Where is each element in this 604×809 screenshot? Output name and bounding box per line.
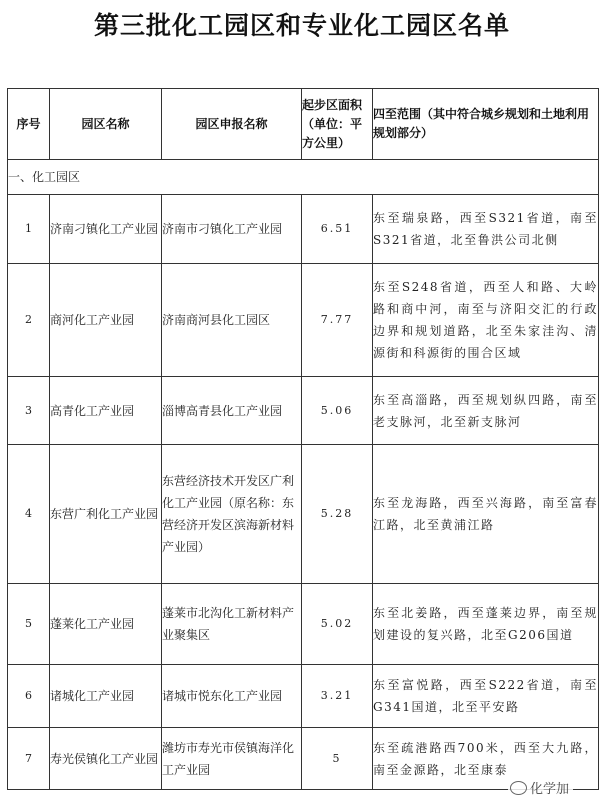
cell-no: 7 (8, 728, 50, 790)
cell-name: 高青化工产业园 (50, 377, 162, 445)
section-label: 一、化工园区 (8, 160, 599, 195)
cell-area: 5.06 (302, 377, 373, 445)
cell-apply-name: 淄博高青县化工产业园 (162, 377, 302, 445)
cell-no: 6 (8, 665, 50, 728)
wechat-icon (510, 781, 527, 795)
table-row (8, 264, 599, 377)
cell-name: 寿光侯镇化工产业园 (50, 728, 162, 790)
header-boundary: 四至范围（其中符合城乡规划和土地利用规划部分） (373, 89, 599, 160)
cell-no: 1 (8, 195, 50, 264)
cell-apply-name: 济南市刁镇化工产业园 (162, 195, 302, 264)
header-apply-name: 园区申报名称 (162, 89, 302, 160)
cell-apply-name: 潍坊市寿光市侯镇海洋化工产业园 (162, 728, 302, 790)
table-row (8, 377, 599, 445)
cell-no: 4 (8, 445, 50, 584)
cell-area: 6.51 (302, 195, 373, 264)
header-row (8, 89, 599, 160)
cell-name: 东营广利化工产业园 (50, 445, 162, 584)
watermark-text: 化学加 (530, 782, 570, 797)
cell-area: 3.21 (302, 665, 373, 728)
cell-boundary: 东至富悦路，西至S222省道，南至G341国道，北至平安路 (373, 665, 599, 728)
cell-boundary: 东至高淄路，西至规划纵四路，南至老支脉河，北至新支脉河 (373, 377, 599, 445)
cell-boundary: 东至S248省道，西至人和路、大岭路和商中河，南至与济阳交汇的行政边界和规划道路，北至朱家洼沟、清源街和科源街的围合区域 (373, 264, 599, 377)
table-row (8, 195, 599, 264)
cell-apply-name: 济南商河县化工园区 (162, 264, 302, 377)
watermark (508, 776, 573, 799)
cell-area: 5 (302, 728, 373, 790)
cell-name: 济南刁镇化工产业园 (50, 195, 162, 264)
cell-area: 5.02 (302, 584, 373, 665)
cell-name: 蓬莱化工产业园 (50, 584, 162, 665)
cell-apply-name: 诸城市悦东化工产业园 (162, 665, 302, 728)
park-table (7, 88, 599, 790)
cell-boundary: 东至北姜路，西至蓬莱边界，南至规划建设的复兴路，北至G206国道 (373, 584, 599, 665)
cell-name: 诸城化工产业园 (50, 665, 162, 728)
header-no: 序号 (8, 89, 50, 160)
cell-apply-name: 蓬莱市北沟化工新材料产业聚集区 (162, 584, 302, 665)
header-area: 起步区面积（单位：平方公里） (302, 89, 373, 160)
page-title: 第三批化工园区和专业化工园区名单 (93, 11, 510, 40)
cell-apply-name: 东营经济技术开发区广利化工产业园（原名称：东营经济开发区滨海新材料产业园） (162, 445, 302, 584)
header-name: 园区名称 (50, 89, 162, 160)
cell-area: 5.28 (302, 445, 373, 584)
cell-no: 5 (8, 584, 50, 665)
cell-boundary: 东至疏港路西700米，西至大九路，南至金源路，北至康泰 (373, 728, 599, 790)
cell-name: 商河化工产业园 (50, 264, 162, 377)
cell-boundary: 东至龙海路，西至兴海路，南至富春江路，北至黄浦江路 (373, 445, 599, 584)
table-row (8, 665, 599, 728)
cell-boundary: 东至瑞泉路，西至S321省道，南至S321省道，北至鲁洪公司北侧 (373, 195, 599, 264)
table-row (8, 445, 599, 584)
cell-no: 3 (8, 377, 50, 445)
table-row (8, 584, 599, 665)
cell-area: 7.77 (302, 264, 373, 377)
cell-no: 2 (8, 264, 50, 377)
section-row (8, 160, 599, 195)
